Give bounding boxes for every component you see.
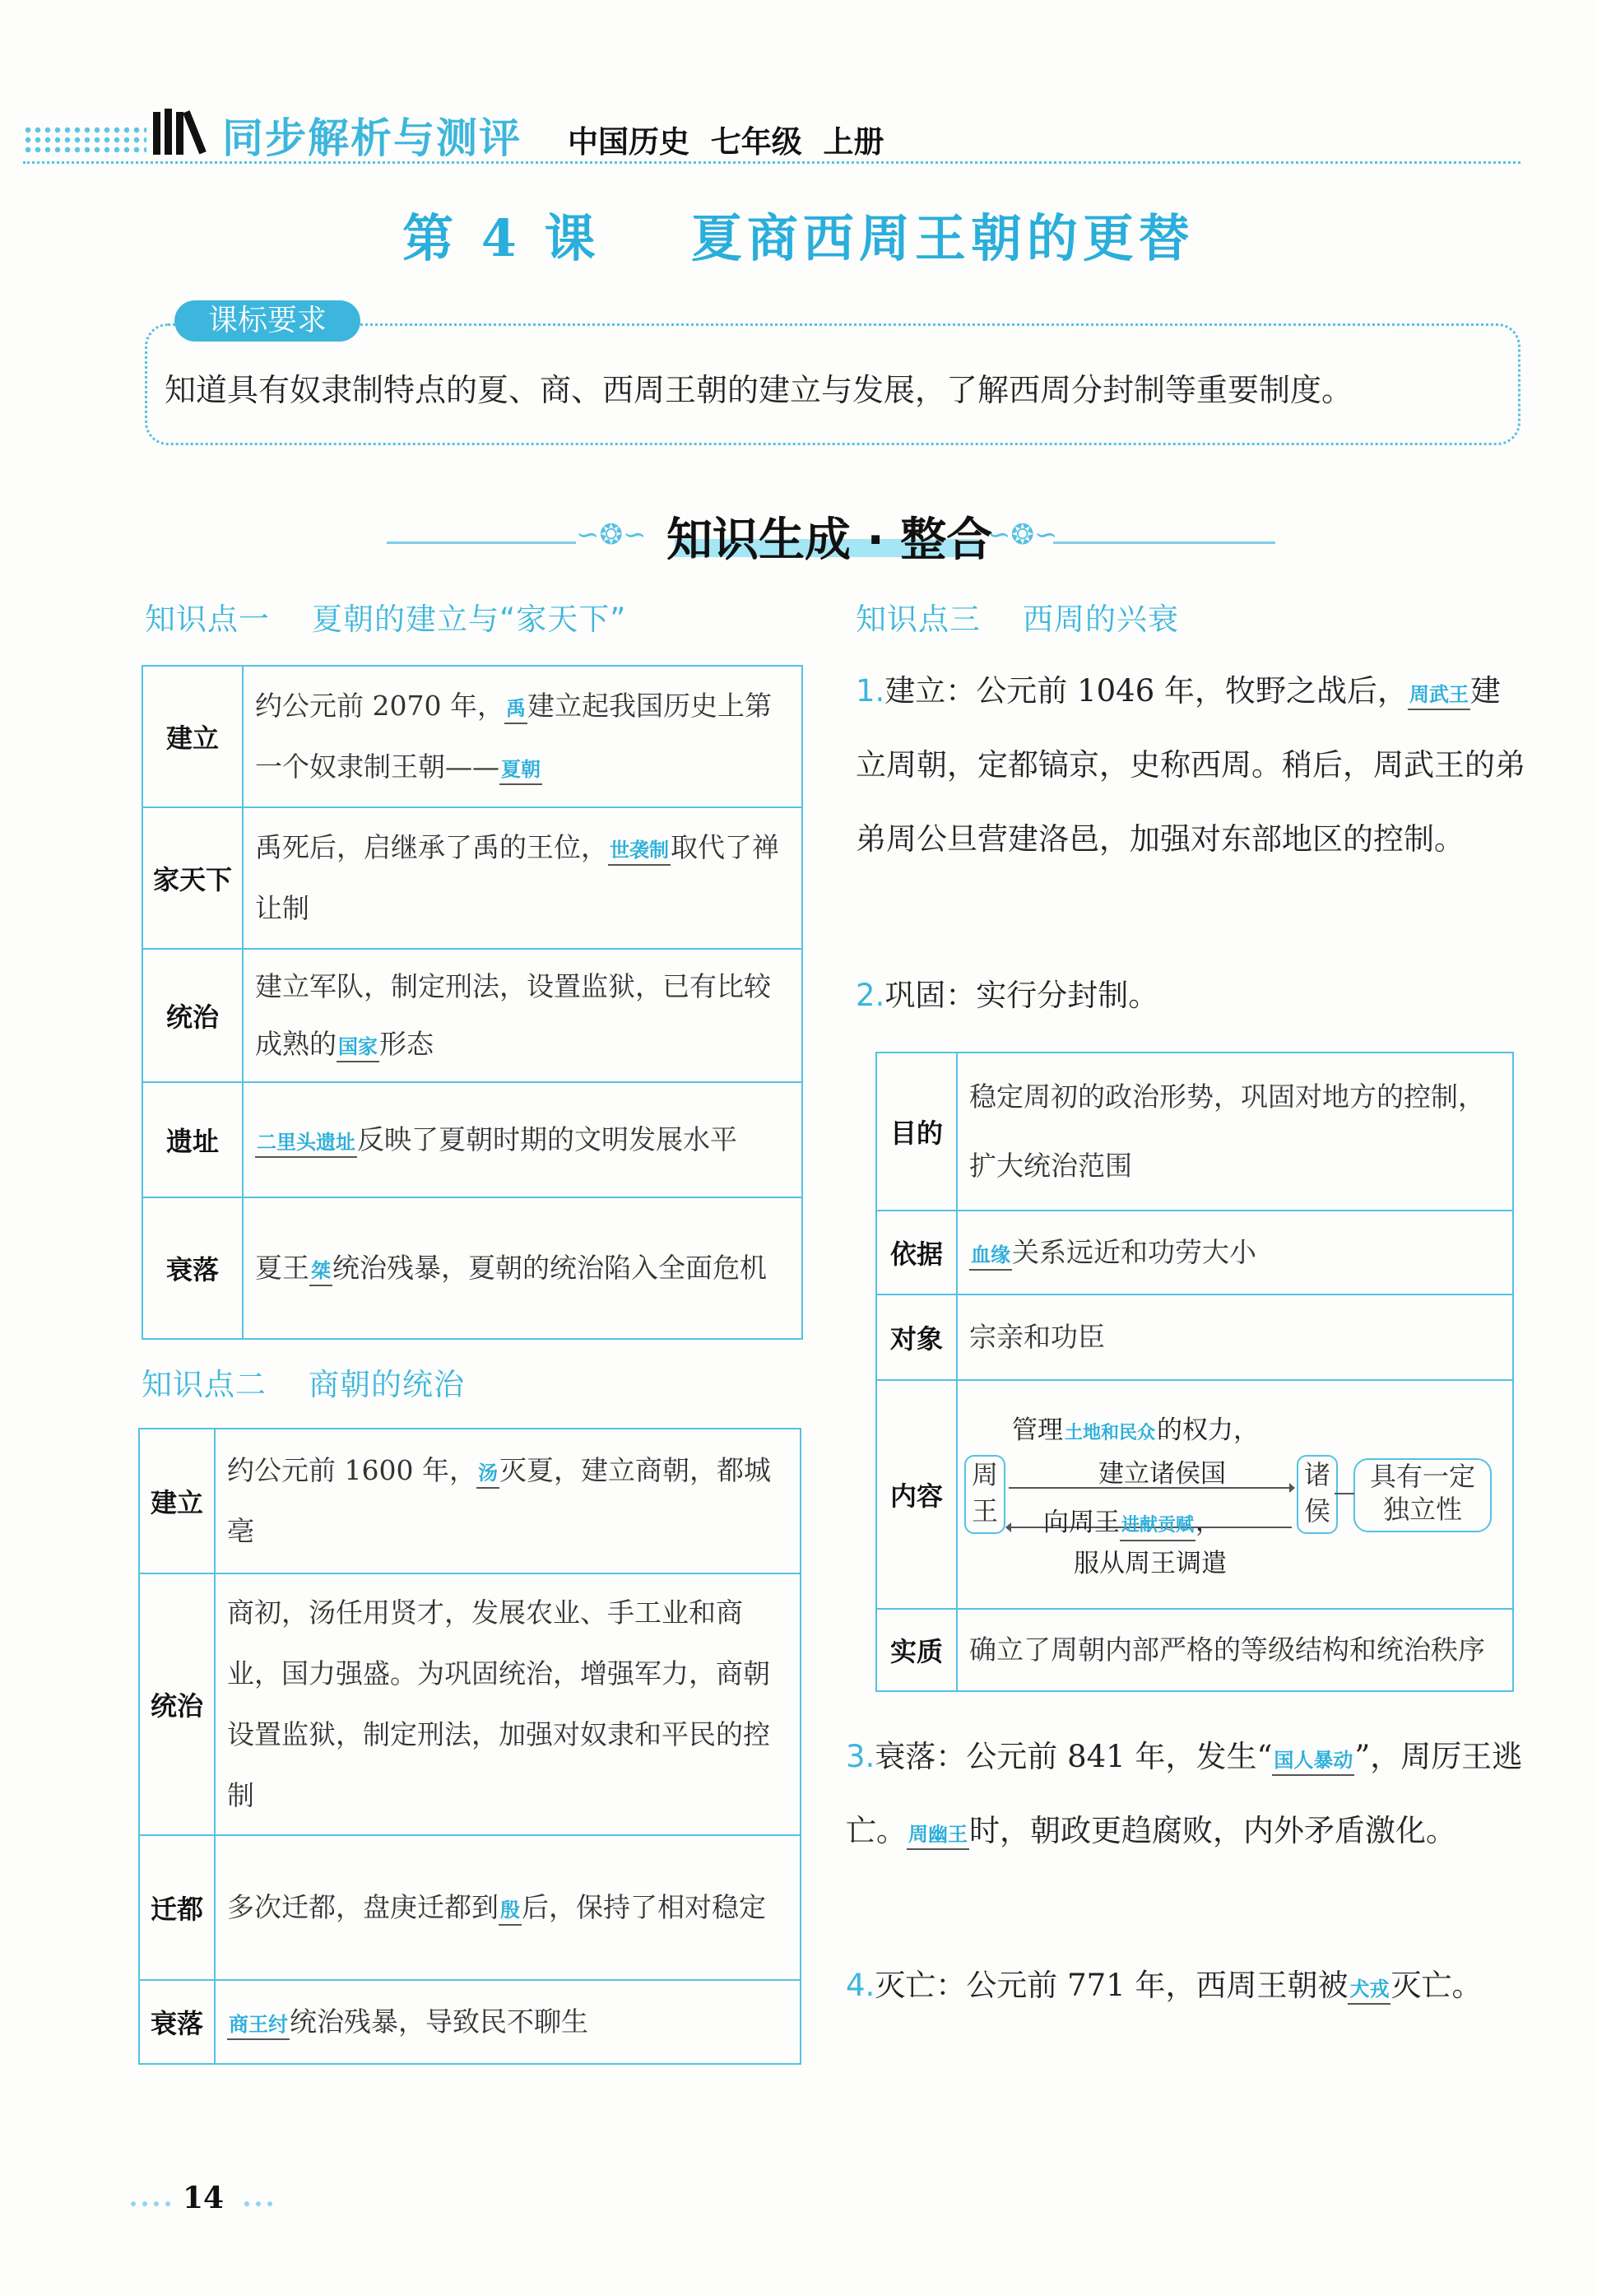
kp3-item-3 <box>846 1720 1529 1868</box>
vassals-box: 诸 侯 <box>1297 1455 1338 1534</box>
answer: 商王纣 <box>227 2010 290 2040</box>
text: 禹死后，启继承了禹的王位， <box>255 831 608 863</box>
series-title: 同步解析与测评 <box>222 114 522 162</box>
text: 管理 <box>1012 1415 1063 1445</box>
table-row <box>876 1211 1513 1294</box>
answer: 周幽王 <box>907 1820 969 1850</box>
row-content <box>243 949 802 1082</box>
text: 向周王 <box>1043 1508 1120 1537</box>
diagram-top-label <box>1012 1409 1259 1448</box>
row-head: 建立 <box>142 666 243 807</box>
text: 后，保持了相对稳定 <box>522 1891 766 1923</box>
kp1-table <box>142 665 803 1340</box>
table-row <box>139 1573 801 1835</box>
diagram-bottom-label-2: 服从周王调遣 <box>1074 1549 1227 1578</box>
row-content <box>243 1082 802 1197</box>
text: ”，周厉王逃亡。 <box>846 1739 1523 1848</box>
subject-info: 中国历史 七年级 上册 <box>568 124 884 160</box>
row-content: 稳定周初的政治形势，巩固对地方的控制，扩大统治范围 <box>957 1053 1513 1211</box>
arrow-right-icon <box>1289 1483 1295 1493</box>
section-title: 知识生成 · 整合 <box>666 514 993 567</box>
fengjian-table <box>875 1052 1514 1692</box>
text: 约公元前 1600 年， <box>227 1454 476 1486</box>
connector-line <box>1335 1490 1354 1498</box>
diagram-bottom-label <box>1043 1501 1221 1541</box>
row-content <box>215 1835 801 1980</box>
kp3-item-4 <box>846 1949 1529 2023</box>
kp3-item-2 <box>856 959 1530 1033</box>
kp3-item-1 <box>856 654 1530 876</box>
row-content <box>215 1429 801 1573</box>
arrow-left-icon <box>1005 1522 1011 1532</box>
answer: 犬戎 <box>1348 1975 1390 2005</box>
row-head: 对象 <box>876 1294 957 1380</box>
answer: 桀 <box>309 1257 332 1286</box>
row-head: 遗址 <box>142 1082 243 1197</box>
text: 取代了禅让制 <box>255 831 779 924</box>
text: 夏王 <box>255 1252 309 1284</box>
table-row <box>139 1429 801 1573</box>
kp1-title: 知识点一 夏朝的建立与“家天下” <box>145 602 627 637</box>
text: 的权力， <box>1157 1415 1260 1445</box>
kp2-title: 知识点二 商朝的统治 <box>142 1367 466 1402</box>
text: 形态 <box>379 1028 434 1060</box>
table-row <box>876 1294 1513 1380</box>
header-dots-decoration <box>23 125 146 155</box>
text: 巩固：实行分封制。 <box>884 978 1159 1013</box>
standard-tag: 课标要求 <box>174 300 360 342</box>
text: 约公元前 2070 年， <box>255 690 504 722</box>
table-row <box>142 1082 802 1197</box>
text: ， <box>1195 1508 1222 1537</box>
banner-line-right <box>1053 541 1275 544</box>
swirl-ornament-icon: ∽❂∽ <box>987 518 1058 551</box>
answer: 殷 <box>499 1896 522 1926</box>
standard-text: 知道具有奴隶制特点的夏、商、西周王朝的建立与发展，了解西周分封制等重要制度。 <box>165 372 1353 408</box>
row-head: 目的 <box>876 1053 957 1211</box>
answer: 夏朝 <box>499 755 542 785</box>
text: 反映了夏朝时期的文明发展水平 <box>357 1123 737 1155</box>
item-number: 1. <box>856 673 885 709</box>
answer: 血缘 <box>969 1241 1012 1271</box>
row-head: 衰落 <box>139 1980 215 2064</box>
row-head: 统治 <box>142 949 243 1082</box>
row-content: 确立了周朝内部严格的等级结构和统治秩序 <box>957 1609 1513 1691</box>
independence-box: 具有一定 独立性 <box>1353 1458 1492 1532</box>
text: 灭夏，建立商朝，都城亳 <box>227 1454 771 1547</box>
text: 灭亡：公元前 771 年，西周王朝被 <box>875 1968 1349 2003</box>
row-content <box>243 666 802 807</box>
item-number: 2. <box>856 978 885 1013</box>
answer: 周武王 <box>1408 681 1470 710</box>
answer: 土地和民众 <box>1065 1423 1156 1443</box>
answer: 禹 <box>504 695 527 724</box>
text: 建立：公元前 1046 年，牧野之战后， <box>884 673 1408 709</box>
page-number: 14 <box>183 2181 225 2215</box>
swirl-ornament-icon: ∽❂∽ <box>576 518 647 551</box>
banner-line-left <box>387 541 576 544</box>
row-content: 商初，汤任用贤才，发展农业、手工业和商业，国力强盛。为巩固统治，增强军力，商朝设置监狱，制定刑法，加强对奴隶和平民的控制 <box>215 1573 801 1835</box>
diagram-arrow-label: 建立诸侯国 <box>1098 1459 1226 1489</box>
row-head: 衰落 <box>142 1197 243 1339</box>
row-content: 宗亲和功臣 <box>957 1294 1513 1380</box>
answer: 世袭制 <box>608 836 671 866</box>
text: 衰落：公元前 841 年，发生“ <box>875 1739 1273 1774</box>
answer: 国家 <box>337 1033 379 1062</box>
row-content <box>957 1211 1513 1294</box>
text: 建立周朝，定都镐京，史称西周。稍后，周武王的弟弟周公旦营建洛邑，加强对东部地区的控制。 <box>856 673 1525 857</box>
row-head: 建立 <box>139 1429 215 1573</box>
answer: 二里头遗址 <box>255 1128 357 1158</box>
row-head: 迁都 <box>139 1835 215 1980</box>
lesson-title: 第 4 课 夏商西周王朝的更替 <box>402 208 1195 268</box>
table-row <box>142 1197 802 1339</box>
table-row <box>876 1053 1513 1211</box>
text: 多次迁都，盘庚迁都到 <box>227 1891 499 1923</box>
text: 关系远近和功劳大小 <box>1012 1236 1256 1268</box>
answer: 进献贡赋 <box>1120 1512 1195 1541</box>
answer: 汤 <box>476 1459 499 1489</box>
row-head: 依据 <box>876 1211 957 1294</box>
row-head: 家天下 <box>142 807 243 949</box>
text: 统治残暴，导致民不聊生 <box>290 2006 588 2038</box>
row-content <box>215 1980 801 2064</box>
text: 统治残暴，夏朝的统治陷入全面危机 <box>332 1252 767 1284</box>
row-head: 统治 <box>139 1573 215 1835</box>
text: 建立军队，制定刑法，设置监狱，已有比较成熟的 <box>255 970 771 1060</box>
item-number: 4. <box>846 1968 875 2003</box>
header-divider <box>23 161 1520 164</box>
zhou-king-box: 周 王 <box>964 1455 1005 1534</box>
books-logo-icon <box>150 105 216 158</box>
row-content <box>243 1197 802 1339</box>
text: 建立起我国历史上第一个奴隶制王朝—— <box>255 690 772 783</box>
table-row <box>139 1980 801 2064</box>
table-row <box>142 807 802 949</box>
table-row <box>142 666 802 807</box>
kp2-table <box>138 1428 801 2065</box>
text: 时，朝政更趋腐败，内外矛盾激化。 <box>969 1813 1456 1848</box>
answer: 国人暴动 <box>1272 1746 1354 1776</box>
row-head: 实质 <box>876 1609 957 1691</box>
text: 灭亡。 <box>1390 1968 1483 2003</box>
table-row <box>142 949 802 1082</box>
table-row <box>139 1835 801 1980</box>
kp3-title: 知识点三 西周的兴衰 <box>856 602 1180 637</box>
item-number: 3. <box>846 1739 875 1774</box>
row-content <box>243 807 802 949</box>
row-head: 内容 <box>876 1380 957 1609</box>
table-row <box>876 1609 1513 1691</box>
